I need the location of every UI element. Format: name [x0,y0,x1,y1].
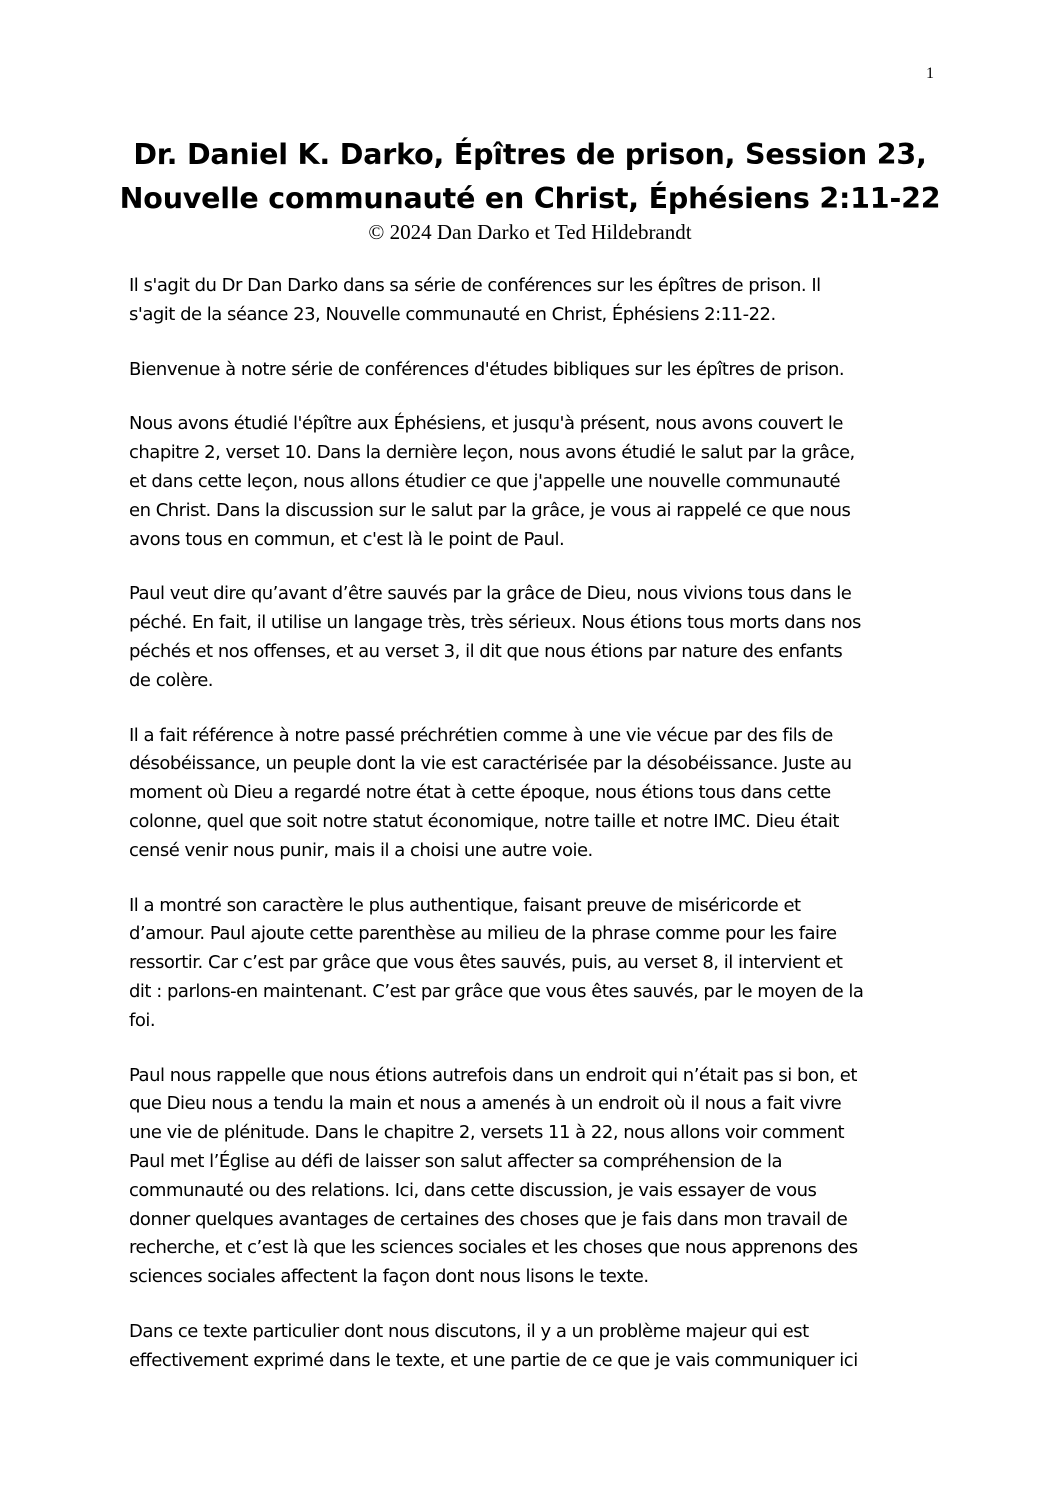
document-title-line-1: Dr. Daniel K. Darko, Épîtres de prison, Session 23, [133,138,927,171]
paragraph-line: désobéissance, un peuple dont la vie est caractérisée par la désobéissance. Juste au [129,753,852,775]
paragraph-line: d’amour. Paul ajoute cette parenthèse au milieu de la phrase comme pour les faire [129,923,837,945]
paragraph-line: moment où Dieu a regardé notre état à cette époque, nous étions tous dans cette [129,782,831,804]
paragraph [129,272,934,330]
paragraph [129,1318,934,1376]
paragraph-line: Nous avons étudié l'épître aux Éphésiens, et jusqu'à présent, nous avons couvert le [129,413,844,435]
paragraph-line: s'agit de la séance 23, Nouvelle communauté en Christ, Éphésiens 2:11-22. [129,303,776,325]
paragraph [129,892,934,1036]
paragraph-line: censé venir nous punir, mais il a choisi une autre voie. [129,839,593,861]
paragraph-line: de colère. [129,669,214,691]
paragraph-line: effectivement exprimé dans le texte, et une partie de ce que je vais communiquer ici [129,1349,858,1371]
paragraph-line: une vie de plénitude. Dans le chapitre 2, versets 11 à 22, nous allons voir comment [129,1122,845,1144]
paragraph-line: ressortir. Car c’est par grâce que vous êtes sauvés, puis, au verset 8, il intervient et [129,952,843,974]
document-title-line-2: Nouvelle communauté en Christ, Éphésiens 2:11-22 [119,182,941,215]
paragraph-line: Paul met l’Église au défi de laisser son salut affecter sa compréhension de la [129,1150,783,1172]
paragraph-line: donner quelques avantages de certaines des choses que je fais dans mon travail de [129,1208,848,1230]
paragraph-line: Il a fait référence à notre passé préchrétien comme à une vie vécue par des fils de [129,724,833,746]
paragraph [129,356,934,385]
paragraph-line: recherche, et c’est là que les sciences sociales et les choses que nous apprenons des [129,1237,858,1259]
paragraph-line: Il s'agit du Dr Dan Darko dans sa série de conférences sur les épîtres de prison. Il [129,275,821,296]
paragraph-line: péché. En fait, il utilise un langage très, très sérieux. Nous étions tous morts dans nos [129,612,861,634]
paragraph-line: Bienvenue à notre série de conférences d'études bibliques sur les épîtres de prison. [129,358,845,380]
paragraph-line: colonne, quel que soit notre statut économique, notre taille et notre IMC. Dieu était [129,810,839,832]
paragraph-line: péchés et nos offenses, et au verset 3, il dit que nous étions par nature des enfants [129,640,843,662]
paragraph-line: Il a montré son caractère le plus authentique, faisant preuve de miséricorde et [129,894,801,916]
paragraph-line: foi. [129,1009,156,1031]
paragraph-line: sciences sociales affectent la façon dont nous lisons le texte. [129,1266,649,1288]
paragraph [129,722,934,866]
paragraph-line: que Dieu nous a tendu la main et nous a amenés à un endroit où il nous a fait vivre [129,1093,842,1115]
paragraph-line: chapitre 2, verset 10. Dans la dernière leçon, nous avons étudié le salut par la grâce, [129,442,855,464]
paragraph [129,1062,934,1292]
paragraph [129,410,934,554]
copyright-notice: © 2024 Dan Darko et Ted Hildebrandt [368,220,692,244]
paragraph-line: communauté ou des relations. Ici, dans cette discussion, je vais essayer de vous [129,1179,817,1201]
document-header [100,133,960,246]
paragraph-line: et dans cette leçon, nous allons étudier ce que j'appelle une nouvelle communauté [129,470,841,492]
document-body [129,272,934,1402]
paragraph [129,580,934,695]
paragraph-line: Paul nous rappelle que nous étions autrefois dans un endroit qui n’était pas si bon, et [129,1064,857,1086]
page-number: 1 [926,65,934,82]
paragraph-line: en Christ. Dans la discussion sur le salut par la grâce, je vous ai rappelé ce que nous [129,499,851,521]
paragraph-line: Paul veut dire qu’avant d’être sauvés par la grâce de Dieu, nous vivions tous dans le [129,583,852,605]
paragraph-line: dit : parlons-en maintenant. C’est par grâce que vous êtes sauvés, par le moyen de la [129,980,864,1002]
paragraph-line: Dans ce texte particulier dont nous discutons, il y a un problème majeur qui est [129,1320,809,1342]
paragraph-line: avons tous en commun, et c'est là le point de Paul. [129,528,565,550]
